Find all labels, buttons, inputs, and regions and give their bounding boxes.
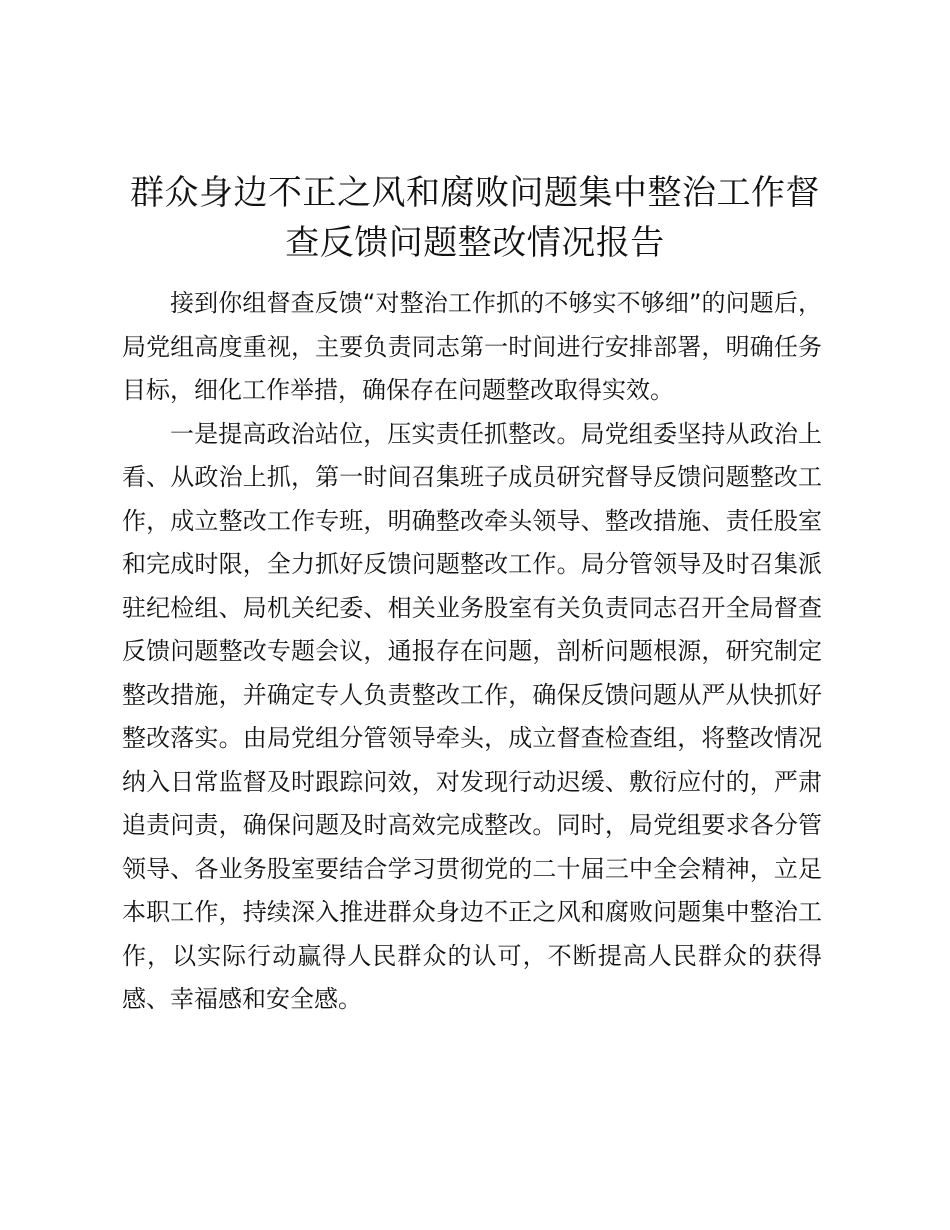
- paragraph-measure-one: 一是提高政治站位，压实责任抓整改。局党组委坚持从政治上看、从政治上抓，第一时间召集班子成员研究督导反馈问题整改工作，成立整改工作专班，明确整改牵头领导、整改措施、责任股室和完成时限，全力抓好反馈问题整改工作。局分管领导及时召集派驻纪检组、局机关纪委、相关业务股室有关负责同志召开全局督查反馈问题整改专题会议，通报存在问题，剖析问题根源，研究制定整改措施，并确定专人负责整改工作，确保反馈问题从严从快抓好整改落实。由局党组分管领导牵头，成立督查检查组，将整改情况纳入日常监督及时跟踪问效，对发现行动迟缓、敷衍应付的，严肃追责问责，确保问题及时高效完成整改。同时，局党组要求各分管领导、各业务股室要结合学习贯彻党的二十届三中全会精神，立足本职工作，持续深入推进群众身边不正之风和腐败问题集中整治工作，以实际行动赢得人民群众的认可，不断提高人民群众的获得感、幸福感和安全感。: [122, 419, 822, 1013]
- document-title: 群众身边不正之风和腐败问题集中整治工作督查反馈问题整改情况报告: [130, 173, 820, 263]
- document-body: [122, 282, 822, 1022]
- paragraph-intro: 接到你组督查反馈“对整治工作抓的不够实不够细”的问题后，局党组高度重视，主要负责同志第一时间进行安排部署，明确任务目标，细化工作举措，确保存在问题整改取得实效。: [122, 289, 822, 404]
